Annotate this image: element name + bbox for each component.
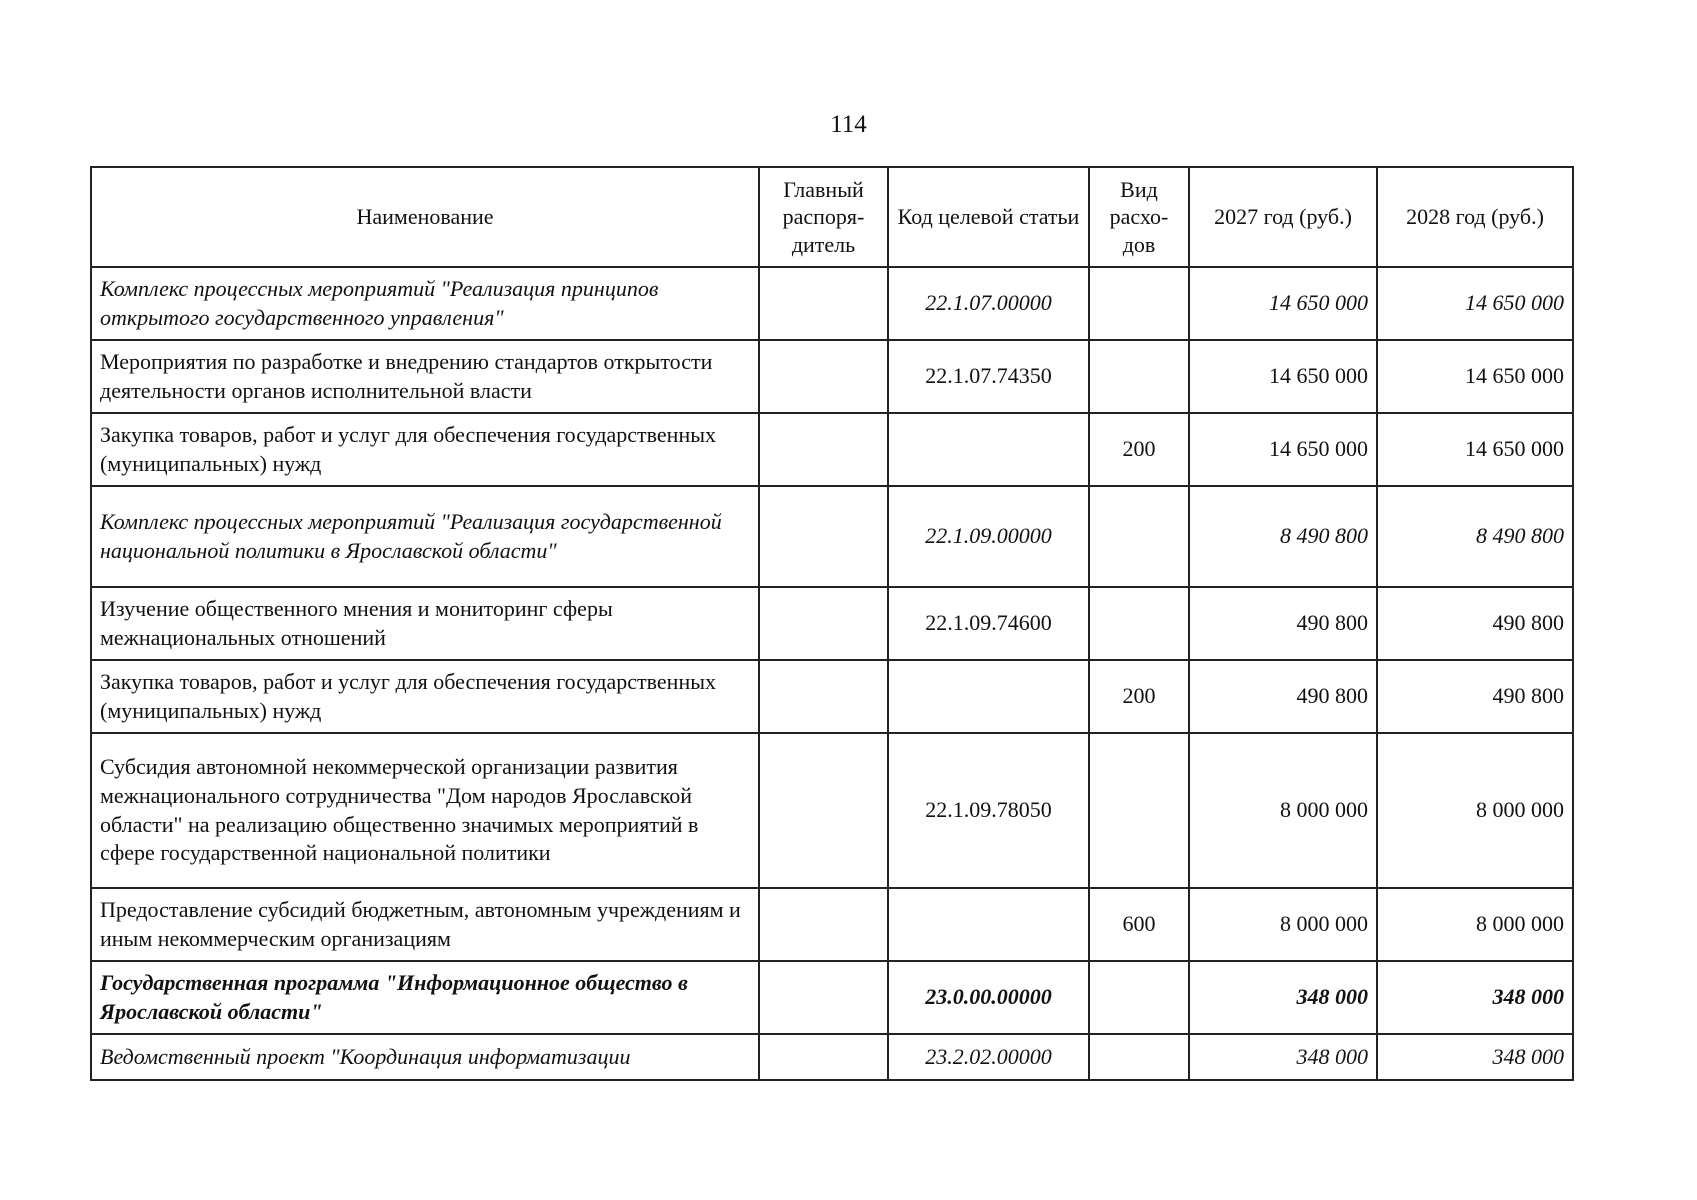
header-name: Наименование [91, 167, 759, 267]
row-expense-type-cell [1089, 961, 1189, 1034]
row-code-cell: 23.0.00.00000 [888, 961, 1089, 1034]
row-name-cell: Закупка товаров, работ и услуг для обеспечения государственных (муниципальных) нужд [91, 413, 759, 486]
row-code-cell [888, 660, 1089, 733]
table-row [91, 733, 1573, 888]
row-code-cell: 22.1.09.00000 [888, 486, 1089, 587]
row-name-cell: Комплекс процессных мероприятий "Реализация государственной национальной политики в Ярославской области" [91, 486, 759, 587]
row-amount-2028-cell: 490 800 [1377, 660, 1573, 733]
table-row [91, 267, 1573, 340]
row-name-cell: Закупка товаров, работ и услуг для обеспечения государственных (муниципальных) нужд [91, 660, 759, 733]
table-row [91, 888, 1573, 961]
header-target-code: Код целевой статьи [888, 167, 1089, 267]
row-manager-cell [759, 888, 888, 961]
row-amount-2028-cell: 490 800 [1377, 587, 1573, 660]
row-amount-2028-cell: 8 000 000 [1377, 888, 1573, 961]
row-name-cell: Субсидия автономной некоммерческой организации развития межнационального сотрудничества "Дом народов Ярославской области" на реализацию общественно значимых мероприятий в сфере государственной национальной политики [91, 733, 759, 888]
row-expense-type-cell: 600 [1089, 888, 1189, 961]
budget-table [90, 166, 1574, 1081]
row-amount-2027-cell: 14 650 000 [1189, 267, 1377, 340]
row-amount-2027-cell: 490 800 [1189, 587, 1377, 660]
row-name-cell: Государственная программа "Информационное общество в Ярославской области" [91, 961, 759, 1034]
row-amount-2027-cell: 8 000 000 [1189, 733, 1377, 888]
row-code-cell [888, 413, 1089, 486]
table-row [91, 1034, 1573, 1080]
row-manager-cell [759, 733, 888, 888]
row-expense-type-cell [1089, 1034, 1189, 1080]
row-amount-2027-cell: 8 000 000 [1189, 888, 1377, 961]
row-manager-cell [759, 587, 888, 660]
row-manager-cell [759, 267, 888, 340]
row-expense-type-cell [1089, 733, 1189, 888]
row-amount-2028-cell: 348 000 [1377, 961, 1573, 1034]
row-expense-type-cell [1089, 587, 1189, 660]
table-row [91, 413, 1573, 486]
row-manager-cell [759, 413, 888, 486]
row-amount-2028-cell: 8 000 000 [1377, 733, 1573, 888]
row-manager-cell [759, 486, 888, 587]
table-header-row [91, 167, 1573, 267]
row-amount-2028-cell: 14 650 000 [1377, 413, 1573, 486]
header-2027: 2027 год (руб.) [1189, 167, 1377, 267]
row-manager-cell [759, 340, 888, 413]
row-amount-2028-cell: 14 650 000 [1377, 267, 1573, 340]
row-manager-cell [759, 961, 888, 1034]
row-code-cell: 22.1.09.78050 [888, 733, 1089, 888]
row-name-cell: Комплекс процессных мероприятий "Реализация принципов открытого государственного управления" [91, 267, 759, 340]
row-amount-2027-cell: 490 800 [1189, 660, 1377, 733]
table-body [91, 267, 1573, 1080]
row-amount-2027-cell: 14 650 000 [1189, 340, 1377, 413]
row-manager-cell [759, 660, 888, 733]
table-row [91, 340, 1573, 413]
row-amount-2028-cell: 348 000 [1377, 1034, 1573, 1080]
table-row [91, 961, 1573, 1034]
row-name-cell: Изучение общественного мнения и мониторинг сферы межнациональных отношений [91, 587, 759, 660]
table-row [91, 486, 1573, 587]
row-code-cell: 22.1.07.00000 [888, 267, 1089, 340]
row-name-cell: Предоставление субсидий бюджетным, автономным учреждениям и иным некоммерческим организациям [91, 888, 759, 961]
row-code-cell [888, 888, 1089, 961]
row-name-cell: Мероприятия по разработке и внедрению стандартов открытости деятельности органов исполнительной власти [91, 340, 759, 413]
row-amount-2028-cell: 14 650 000 [1377, 340, 1573, 413]
table-row [91, 587, 1573, 660]
header-expense-type: Вид расхо-дов [1089, 167, 1189, 267]
row-code-cell: 23.2.02.00000 [888, 1034, 1089, 1080]
row-code-cell: 22.1.09.74600 [888, 587, 1089, 660]
table-row [91, 660, 1573, 733]
row-expense-type-cell [1089, 486, 1189, 587]
row-amount-2028-cell: 8 490 800 [1377, 486, 1573, 587]
page-number: 114 [830, 111, 867, 138]
row-manager-cell [759, 1034, 888, 1080]
row-amount-2027-cell: 348 000 [1189, 1034, 1377, 1080]
row-expense-type-cell [1089, 267, 1189, 340]
row-name-cell: Ведомственный проект "Координация информатизации [91, 1034, 759, 1080]
row-expense-type-cell [1089, 340, 1189, 413]
row-amount-2027-cell: 14 650 000 [1189, 413, 1377, 486]
row-amount-2027-cell: 348 000 [1189, 961, 1377, 1034]
row-code-cell: 22.1.07.74350 [888, 340, 1089, 413]
header-main-manager: Главный распоря-дитель [759, 167, 888, 267]
header-2028: 2028 год (руб.) [1377, 167, 1573, 267]
row-expense-type-cell: 200 [1089, 413, 1189, 486]
row-amount-2027-cell: 8 490 800 [1189, 486, 1377, 587]
row-expense-type-cell: 200 [1089, 660, 1189, 733]
